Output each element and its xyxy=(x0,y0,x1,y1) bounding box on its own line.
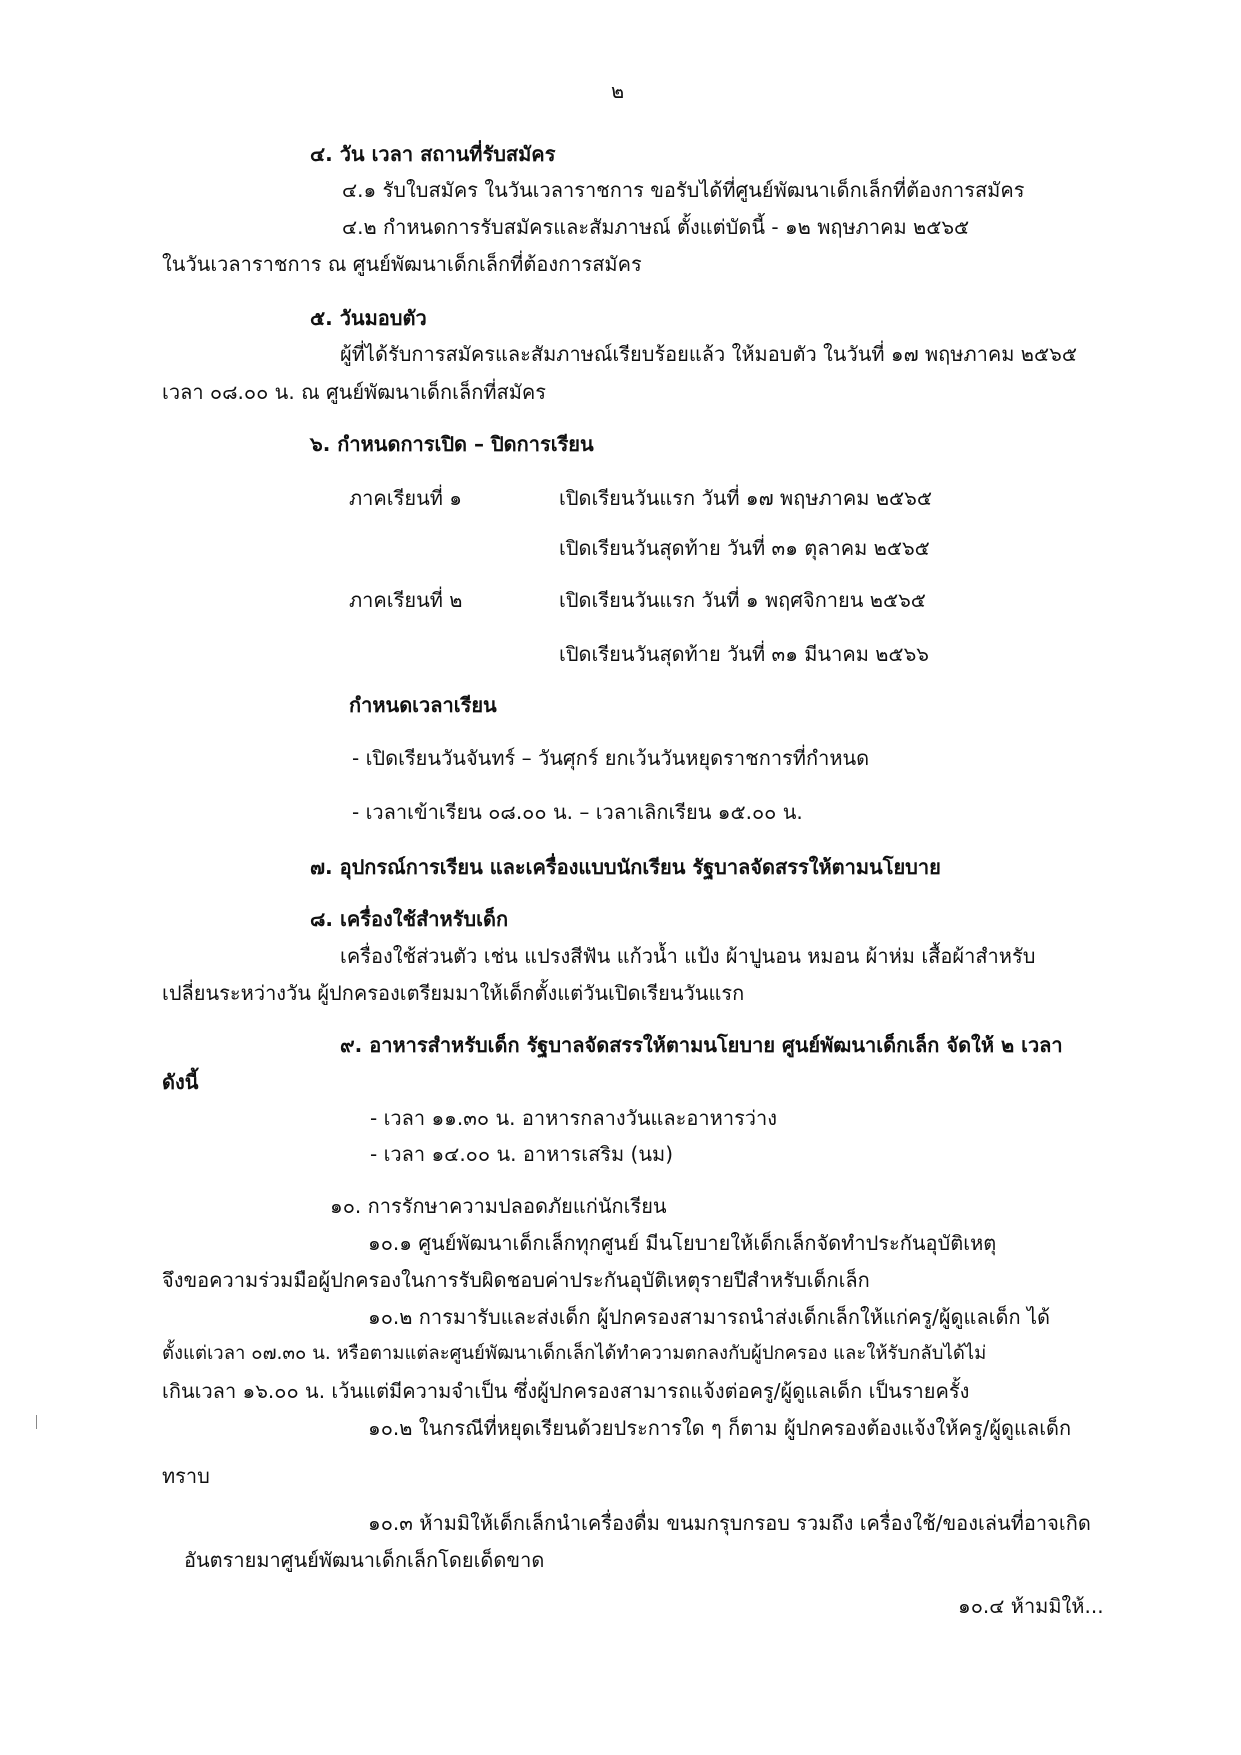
section-9-heading: ๙. อาหารสำหรับเด็ก รัฐบาลจัดสรรให้ตามนโยบาย ศูนย์พัฒนาเด็กเล็ก จัดให้ ๒ เวลา xyxy=(340,1033,1063,1057)
meal-item-supplement: - เวลา ๑๔.๐๐ น. อาหารเสริม (นม) xyxy=(370,1142,674,1166)
section-4-1-text: ๔.๑ รับใบสมัคร ในวันเวลาราชการ ขอรับได้ที่ศูนย์พัฒนาเด็กเล็กที่ต้องการสมัคร xyxy=(342,178,1025,202)
schedule-heading: กำหนดเวลาเรียน xyxy=(349,693,497,717)
section-8-text: เครื่องใช้ส่วนตัว เช่น แปรงสีฟัน แก้วน้ำ แป้ง ผ้าปูนอน หมอน ผ้าห่ม เสื้อผ้าสำหรับ xyxy=(340,944,1036,968)
section-10-2-text: ๑๐.๒ การมารับและส่งเด็ก ผู้ปกครองสามารถนำส่งเด็กเล็กให้แก่ครู/ผู้ดูแลเด็ก ได้ xyxy=(368,1305,1051,1329)
section-5-continuation: เวลา ๐๘.๐๐ น. ณ ศูนย์พัฒนาเด็กเล็กที่สมัคร xyxy=(162,380,547,404)
section-4-2-text: ๔.๒ กำหนดการรับสมัครและสัมภาษณ์ ตั้งแต่บัดนี้ - ๑๒ พฤษภาคม ๒๕๖๕ xyxy=(342,215,970,239)
scan-mark xyxy=(36,1415,37,1429)
continuation-note: ๑๐.๔ ห้ามมิให้... xyxy=(958,1594,1104,1618)
section-5-text: ผู้ที่ได้รับการสมัครและสัมภาษณ์เรียบร้อยแล้ว ให้มอบตัว ในวันที่ ๑๗ พฤษภาคม ๒๕๖๕ xyxy=(340,342,1077,366)
term-1-label: ภาคเรียนที่ ๑ xyxy=(349,486,462,510)
section-10-3-continuation: อันตรายมาศูนย์พัฒนาเด็กเล็กโดยเด็ดขาด xyxy=(184,1548,545,1572)
section-4-2-continuation: ในวันเวลาราชการ ณ ศูนย์พัฒนาเด็กเล็กที่ต้องการสมัคร xyxy=(162,252,642,276)
section-4-heading: ๔. วัน เวลา สถานที่รับสมัคร xyxy=(310,142,556,166)
section-10-2b-text: ๑๐.๒ ในกรณีที่หยุดเรียนด้วยประการใด ๆ ก็ตาม ผู้ปกครองต้องแจ้งให้ครู/ผู้ดูแลเด็ก xyxy=(368,1416,1072,1440)
section-5-heading: ๕. วันมอบตัว xyxy=(310,306,427,330)
term-2-close-date: เปิดเรียนวันสุดท้าย วันที่ ๓๑ มีนาคม ๒๕๖๖ xyxy=(559,642,929,666)
section-8-heading: ๘. เครื่องใช้สำหรับเด็ก xyxy=(310,907,509,931)
section-9-heading-continuation: ดังนี้ xyxy=(162,1070,199,1094)
meal-item-lunch: - เวลา ๑๑.๓๐ น. อาหารกลางวันและอาหารว่าง xyxy=(370,1106,778,1130)
section-10-1-continuation: จึงขอความร่วมมือผู้ปกครองในการรับผิดชอบค่าประกันอุบัติเหตุรายปีสำหรับเด็กเล็ก xyxy=(162,1268,870,1292)
term-2-label: ภาคเรียนที่ ๒ xyxy=(349,588,463,612)
term-2-open-date: เปิดเรียนวันแรก วันที่ ๑ พฤศจิกายน ๒๕๖๕ xyxy=(559,588,926,612)
section-10-2-continuation-2: เกินเวลา ๑๖.๐๐ น. เว้นแต่มีความจำเป็น ซึ่งผู้ปกครองสามารถแจ้งต่อครู/ผู้ดูแลเด็ก เป็นรายครั้ง xyxy=(162,1379,970,1403)
section-6-heading: ๖. กำหนดการเปิด – ปิดการเรียน xyxy=(310,432,594,456)
section-8-continuation: เปลี่ยนระหว่างวัน ผู้ปกครองเตรียมมาให้เด็กตั้งแต่วันเปิดเรียนวันแรก xyxy=(162,981,745,1005)
page-number: ๒ xyxy=(611,79,625,103)
section-7-heading: ๗. อุปกรณ์การเรียน และเครื่องแบบนักเรียน รัฐบาลจัดสรรให้ตามนโยบาย xyxy=(310,855,941,879)
section-10-1-text: ๑๐.๑ ศูนย์พัฒนาเด็กเล็กทุกศูนย์ มีนโยบายให้เด็กเล็กจัดทำประกันอุบัติเหตุ xyxy=(368,1231,997,1255)
term-1-open-date: เปิดเรียนวันแรก วันที่ ๑๗ พฤษภาคม ๒๕๖๕ xyxy=(559,486,932,510)
section-10-heading: ๑๐. การรักษาความปลอดภัยแก่นักเรียน xyxy=(330,1194,667,1218)
section-10-2-continuation-1: ตั้งแต่เวลา ๐๗.๓๐ น. หรือตามแต่ละศูนย์พัฒนาเด็กเล็กได้ทำความตกลงกับผู้ปกครอง และให้รับกลับได้ไม่ xyxy=(162,1343,987,1364)
schedule-item-hours: - เวลาเข้าเรียน ๐๘.๐๐ น. – เวลาเลิกเรียน ๑๕.๐๐ น. xyxy=(352,800,803,824)
section-10-2b-continuation: ทราบ xyxy=(162,1464,210,1488)
term-1-close-date: เปิดเรียนวันสุดท้าย วันที่ ๓๑ ตุลาคม ๒๕๖๕ xyxy=(559,536,930,560)
schedule-item-days: - เปิดเรียนวันจันทร์ – วันศุกร์ ยกเว้นวันหยุดราชการที่กำหนด xyxy=(352,746,870,770)
section-10-3-text: ๑๐.๓ ห้ามมิให้เด็กเล็กนำเครื่องดื่ม ขนมกรุบกรอบ รวมถึง เครื่องใช้/ของเล่นที่อาจเกิด xyxy=(368,1511,1091,1535)
